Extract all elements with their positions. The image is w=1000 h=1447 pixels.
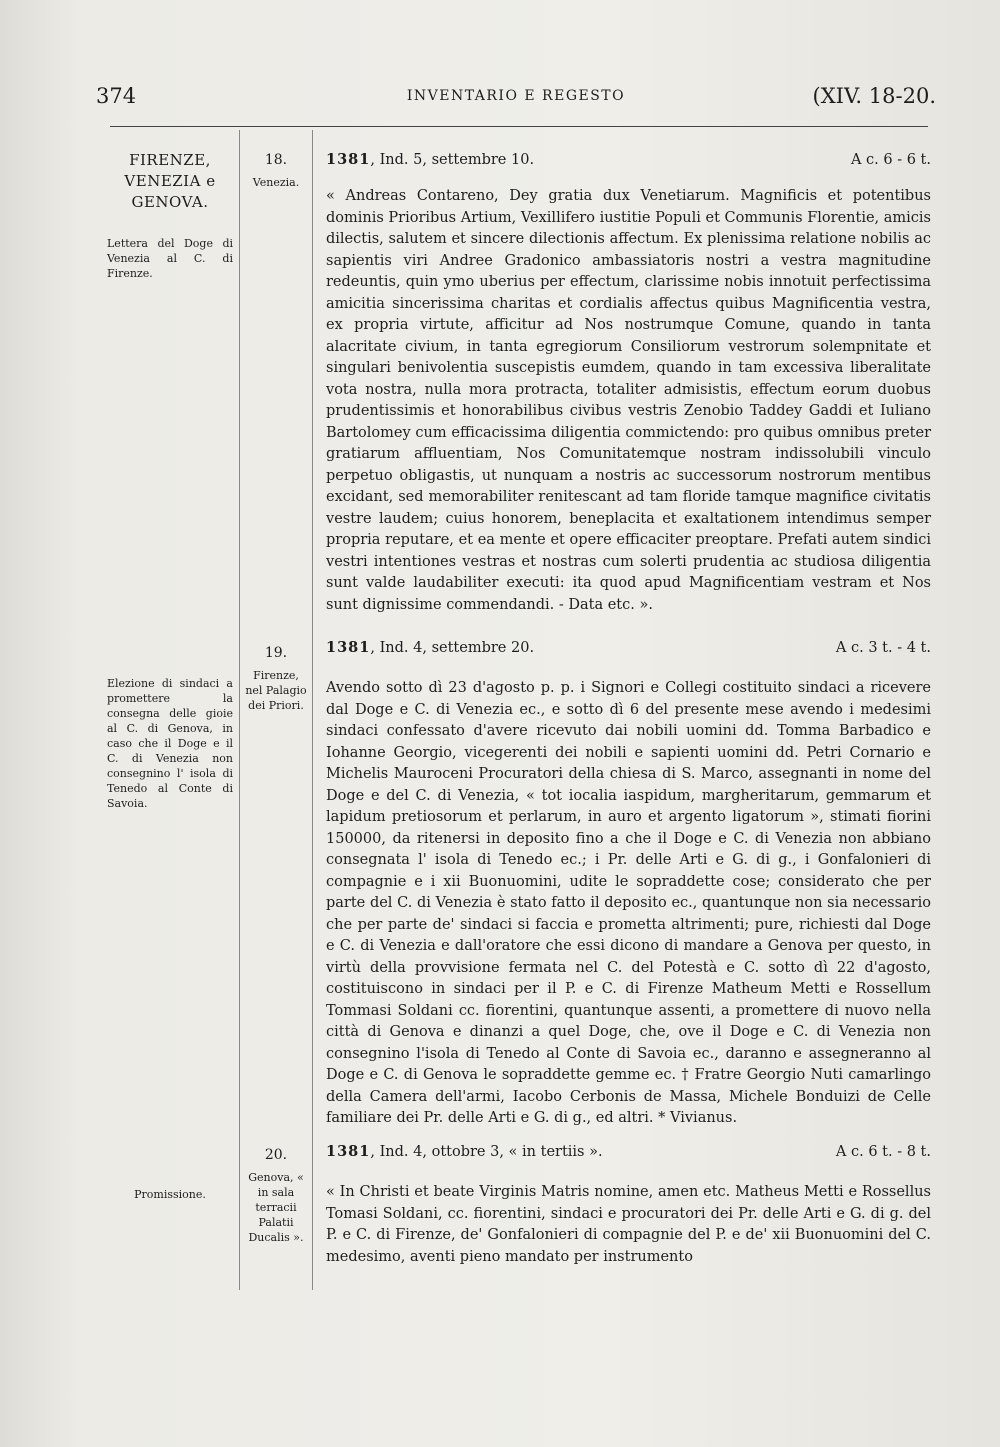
entry-summary: Lettera del Doge di Venezia al C. di Firenze. — [107, 237, 233, 280]
entry-summary: Elezione di sindaci a promettere la consegna delle gioie al C. di Genova, in caso che il Doge e il C. di Venezia non consegnino l' isola di Tenedo al Conte di Savoia. — [107, 677, 233, 810]
place-heading — [103, 150, 237, 213]
entry-ref: A c. 6 - 6 t. — [850, 152, 931, 168]
entry-location: Firenze, nel Palagio dei Priori. — [245, 669, 307, 712]
entry-location: Venezia. — [252, 176, 300, 189]
entry-text — [326, 1182, 931, 1268]
column-divider — [239, 130, 240, 1290]
page-number: 374 — [96, 84, 137, 108]
place-line: FIRENZE, — [129, 151, 211, 169]
entry-number: 19. — [264, 645, 288, 661]
entry-ref: A c. 6 t. - 8 t. — [835, 1144, 931, 1160]
entry-paragraph: « Andreas Contareno, Dey gratia dux Venetiarum. Magnificis et potentibus dominis Prioribus Artium, Vexillifero iustitie Populi et Communis Florentie, amicis dilectis, salutem et sincere dilectionis affectum. Ex plenissima relatione nobilis ac sapientis viri Andree Gradonico ambassiatoris nostri a vestra magnitudine redeuntis, quin ymo uberius per effectum, clarissime nobis innotuit perfectissima amicitia sincerissima charitas et cordialis affectus quibus Magnificentia vestra, ex propria virtute, afficitur ad Nos nostrumque Comune, quando in tanta alacritate civium, in tanta egregiorum Consiliorum vestrorum solempnitate et singulari benivolentia suscepistis eumdem, quando in tam excessiva liberalitate vota nostra, nulla mora protracta, totaliter admisistis, effectum eorum duobus prudentissimis et honorabilibus civibus vestris Zenobio Taddey Gaddi et Iuliano Bartolomey cum efficacissima diligentia commictendo: pro quibus omnibus preter gratiarum affluentiam, Nos Comunitatemque nostram indissolubili vinculo perpetuo obligastis, ut nunquam a nostris ac successorum nostrorum mentibus excidant, sed memorabiliter renitescant ad tam floride tamque magnifice civitatis vestre laudem; cuius honorem, beneplacita et exaltationem intendimus semper propria reputare, et ea mente et opere efficaciter preoptare. Prefati autem sindici vestri intentiones vestras et nostras cum solerti prudentia ac studiosa diligentia sunt valde laudabiliter executi: ita quod apud Magnificentiam vestram et Nos sunt dignissime commendandi. - Data etc. ». — [326, 188, 931, 613]
entry-number-block — [243, 151, 309, 190]
entry-number-block — [243, 644, 309, 713]
running-title: INVENTARIO E REGESTO — [406, 88, 626, 104]
entry-year: 1381 — [326, 1143, 371, 1160]
entry-text — [326, 678, 931, 1130]
place-line: GENOVA. — [131, 193, 209, 211]
entry-20 — [326, 1140, 931, 1268]
entry-summary: Promissione. — [134, 1188, 206, 1201]
entry-location: Genova, « in sala terracii Palatii Ducalis ». — [248, 1171, 304, 1244]
entry-paragraph: « In Christi et beate Virginis Matris nomine, amen etc. Matheus Metti e Rossellus Tomasi Soldani, cc. fiorentini, sindaci e procuratori dei Pr. delle Arti e G. di g. del P. e C. di Firenze, de' Gonfalonieri di compagnie del P. e de' xii Buonuomini del C. medesimo, aventi pieno mandato per instrumento — [326, 1184, 931, 1265]
entry-year: 1381 — [326, 639, 371, 656]
entry-number: 20. — [264, 1147, 288, 1163]
entry-date: , Ind. 4, ottobre 3, « in tertiis ». — [370, 1144, 603, 1160]
entry-19 — [326, 636, 931, 1130]
header-rule — [110, 126, 928, 127]
entry-dateline — [326, 1140, 931, 1164]
entry-year: 1381 — [326, 151, 371, 168]
entry-number: 18. — [264, 152, 288, 168]
entry-paragraph: Avendo sotto dì 23 d'agosto p. p. i Signori e Collegi costituito sindaci a ricevere dal Doge e C. di Venezia ec., e sotto dì 6 del presente mese avendo i medesimi sindaci confessato d'avere ricevuto dai nobili uomini dd. Tomma Barbadico e Iohanne Georgio, vicegerenti dei nobili e sapienti uomini dd. Petri Cornario e Michelis Mauroceni Procuratori della chiesa di S. Marco, assegnanti in nome del Doge e del C. di Venezia, « tot iocalia iaspidum, margheritarum, gemmarum et lapidum pretiosorum et perlarum, in auro et argento ligatorum », stimati fiorini 150000, da ritenersi in deposito fino a che il Doge e C. di Venezia non abbiano consegnata l' isola di Tenedo ec.; i Pr. delle Arti e G. di g., i Gonfalonieri di compagnie e i xii Buonuomini, udite le sopraddette cose; considerato che per parte del C. di Venezia è stato fatto il deposito ec., quantunque non sia necessario che per parte de' sindaci si faccia e prometta altrimenti; pure, richiesti dal Doge e C. di Venezia e dall'oratore che essi dicono di mandare a Genova per questo, in virtù della provvisione fermata nel C. del Potestà e C. sotto dì 22 d'agosto, costituiscono in sindaci per il P. e C. di Firenze Matheum Metti e Rossellum Tommasi Soldani cc. fiorentini, quantunque assenti, a promettere di nuovo nella città di Genova e dinanzi a quel Doge, che, ove il Doge e C. di Venezia non consegnino l'isola di Tenedo al Conte di Savoia ec., daranno e assegneranno al Doge e C. di Genova le sopraddette gemme ec. † Fratre Georgio Nuti camarlingo della Camera dell'armi, Iacobo Cerbonis de Massa, Michele Bonduizi de Celle familiare dei Pr. delle Arti e G. di g., ed altri. * Vivianus. — [326, 680, 931, 1126]
page-header — [96, 84, 936, 112]
entry-date: , Ind. 5, settembre 10. — [370, 152, 535, 168]
entry-dateline — [326, 148, 931, 172]
place-line: VENEZIA e — [124, 172, 216, 190]
column-divider — [312, 130, 313, 1290]
entry-range: (XIV. 18-20. — [812, 84, 936, 108]
entry-18 — [326, 148, 931, 616]
entry-date: , Ind. 4, settembre 20. — [370, 640, 535, 656]
entry-dateline — [326, 636, 931, 660]
entry-ref: A c. 3 t. - 4 t. — [835, 640, 931, 656]
entry-number-block — [243, 1146, 309, 1245]
entry-text — [326, 186, 931, 616]
